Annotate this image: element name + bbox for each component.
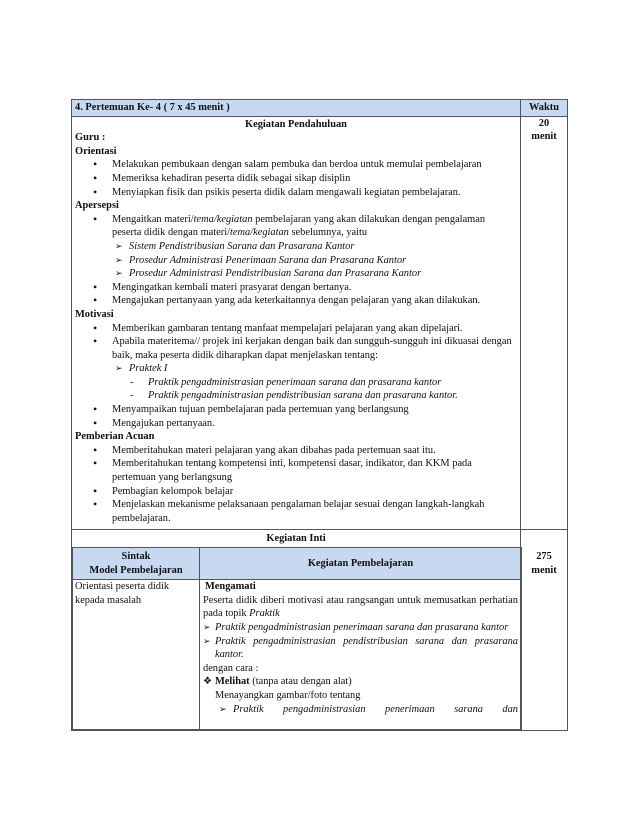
list-item: • Melakukan pembukaan dengan salam pembuka dan berdoa untuk memulai pembelajaran bbox=[75, 158, 517, 172]
motivasi-list bbox=[75, 322, 517, 363]
apersepsi-list bbox=[75, 213, 517, 240]
apersepsi-sub-list bbox=[75, 240, 517, 281]
list-item: • Menyiapkan fisik dan psikis peserta didik dalam mengawali kegiatan pembelajaran. bbox=[75, 186, 517, 200]
time-header: Waktu bbox=[521, 100, 568, 117]
apersepsi-heading: Apersepsi bbox=[75, 200, 119, 212]
intro-text: Peserta didik diberi motivasi atau rangsangan untuk memusatkan perhatian pada topik Praktik bbox=[203, 594, 518, 620]
list-item: • Menjelaskan mekanisme pelaksanaan pengalaman belajar sesuai dengan langkah-langkah pembelajaran. bbox=[75, 498, 517, 525]
praktek-sub-list bbox=[75, 376, 517, 403]
list-item: • Memberikan gambaran tentang manfaat mempelajari pelajaran yang akan dipelajari. bbox=[75, 322, 517, 336]
meeting-title: 4. Pertemuan Ke- 4 ( 7 x 45 menit ) bbox=[72, 100, 521, 117]
kegiatan-cell bbox=[200, 580, 522, 730]
pendahuluan-title: Kegiatan Pendahuluan bbox=[245, 118, 347, 130]
inti-content bbox=[72, 530, 521, 731]
arrow-bullet-icon: ➢ bbox=[203, 621, 211, 632]
dengan-cara: dengan cara : bbox=[203, 662, 259, 674]
list-item: • Mengingatkan kembali materi prasyarat dengan bertanya. bbox=[75, 281, 517, 295]
lesson-table bbox=[71, 99, 568, 731]
lesson-plan-page bbox=[71, 99, 567, 731]
orientasi-heading: Orientasi bbox=[75, 145, 117, 157]
inner-header-row bbox=[73, 548, 522, 580]
list-item: ➢ Sistem Pendistribusian Sarana dan Prasarana Kantor bbox=[75, 240, 517, 254]
inti-title: Kegiatan Inti bbox=[266, 533, 326, 545]
list-item: - Praktik pengadministrasian pendistribusian sarana dan prasarana kantor. bbox=[75, 389, 517, 403]
list-item: ❖ Melihat (tanpa atau dengan alat) bbox=[203, 676, 352, 688]
motivasi-list-2 bbox=[75, 403, 517, 430]
list-item: • Mengajukan pertanyaan. bbox=[75, 417, 517, 431]
duration-unit: menit bbox=[531, 565, 557, 576]
pendahuluan-duration bbox=[521, 116, 568, 530]
orientasi-list bbox=[75, 158, 517, 199]
list-item: ➢ Praktik pengadministrasian penerimaan sarana dan prasarana kantor bbox=[203, 621, 509, 633]
table-row bbox=[73, 580, 522, 730]
inti-row bbox=[72, 530, 568, 731]
arrow-bullet-icon: ➢ bbox=[203, 635, 211, 646]
list-item: • Apabila materitema// projek ini kerjakan dengan baik dan sungguh-sungguh ini dikuasai dengan baik, maka peserta didik diharapkan dapat menjelaskan tentang: bbox=[75, 335, 517, 362]
list-item: ➢ Praktik pengadministrasian pendistribusian sarana dan prasarana kantor. bbox=[203, 635, 518, 661]
kegiatan-header: Kegiatan Pembelajaran bbox=[200, 548, 522, 580]
list-item: ➢ Prosedur Administrasi Pendistribusian Sarana dan Prasarana Kantor bbox=[75, 267, 517, 281]
duration-value: 20 bbox=[538, 117, 550, 129]
acuan-heading: Pemberian Acuan bbox=[75, 431, 155, 443]
sintak-cell: Orientasi peserta didik kepada masalah bbox=[73, 580, 200, 730]
arrow-bullet-icon: ➢ bbox=[219, 703, 227, 714]
list-item: - Praktik pengadministrasian penerimaan sarana dan prasarana kantor bbox=[75, 376, 517, 390]
list-item: ➢ Prosedur Administrasi Penerimaan Sarana dan Prasarana Kantor bbox=[75, 254, 517, 268]
list-item: ➢ Praktek I bbox=[75, 362, 517, 376]
praktek-list bbox=[75, 362, 517, 376]
table-header-row bbox=[72, 100, 568, 117]
duration-unit: menit bbox=[531, 131, 557, 143]
diamond-bullet-icon: ❖ bbox=[203, 676, 212, 688]
list-item: • Memeriksa kehadiran peserta didik sebagai sikap disiplin bbox=[75, 172, 517, 186]
guru-label: Guru : bbox=[75, 132, 106, 144]
list-item: • Memberitahukan tentang kompetensi inti, kompetensi dasar, indikator, dan KKM pada pertemuan yang berlangsung bbox=[75, 457, 517, 484]
list-item: • Mengaitkan materi/tema/kegiatan pembelajaran yang akan dilakukan dengan pengalaman peserta didik dengan materi/tema/kegiatan sebelumnya, yaitu bbox=[75, 213, 517, 240]
motivasi-heading: Motivasi bbox=[75, 308, 114, 320]
list-item: • Mengajukan pertanyaan yang ada keterkaitannya dengan pelajaran yang akan dilakukan. bbox=[75, 294, 517, 308]
pendahuluan-content bbox=[72, 116, 521, 530]
apersepsi-list-2 bbox=[75, 281, 517, 308]
sintak-header: Sintak Model Pembelajaran bbox=[73, 548, 200, 580]
list-item: • Pembagian kelompok belajar bbox=[75, 485, 517, 499]
pendahuluan-row bbox=[72, 116, 568, 530]
list-item: • Memberitahukan materi pelajaran yang akan dibahas pada pertemuan saat itu. bbox=[75, 444, 517, 458]
inti-inner-table bbox=[72, 547, 522, 730]
acuan-list bbox=[75, 444, 517, 526]
mengamati-heading: Mengamati bbox=[205, 581, 256, 593]
inti-duration bbox=[521, 530, 568, 731]
list-item: ➢ Praktik pengadministrasian penerimaan sarana dan bbox=[219, 703, 518, 715]
list-item: • Menyampaikan tujuan pembelajaran pada pertemuan yang berlangsung bbox=[75, 403, 517, 417]
menayangkan-text: Menayangkan gambar/foto tentang bbox=[215, 689, 361, 701]
duration-value: 275 bbox=[536, 551, 552, 563]
